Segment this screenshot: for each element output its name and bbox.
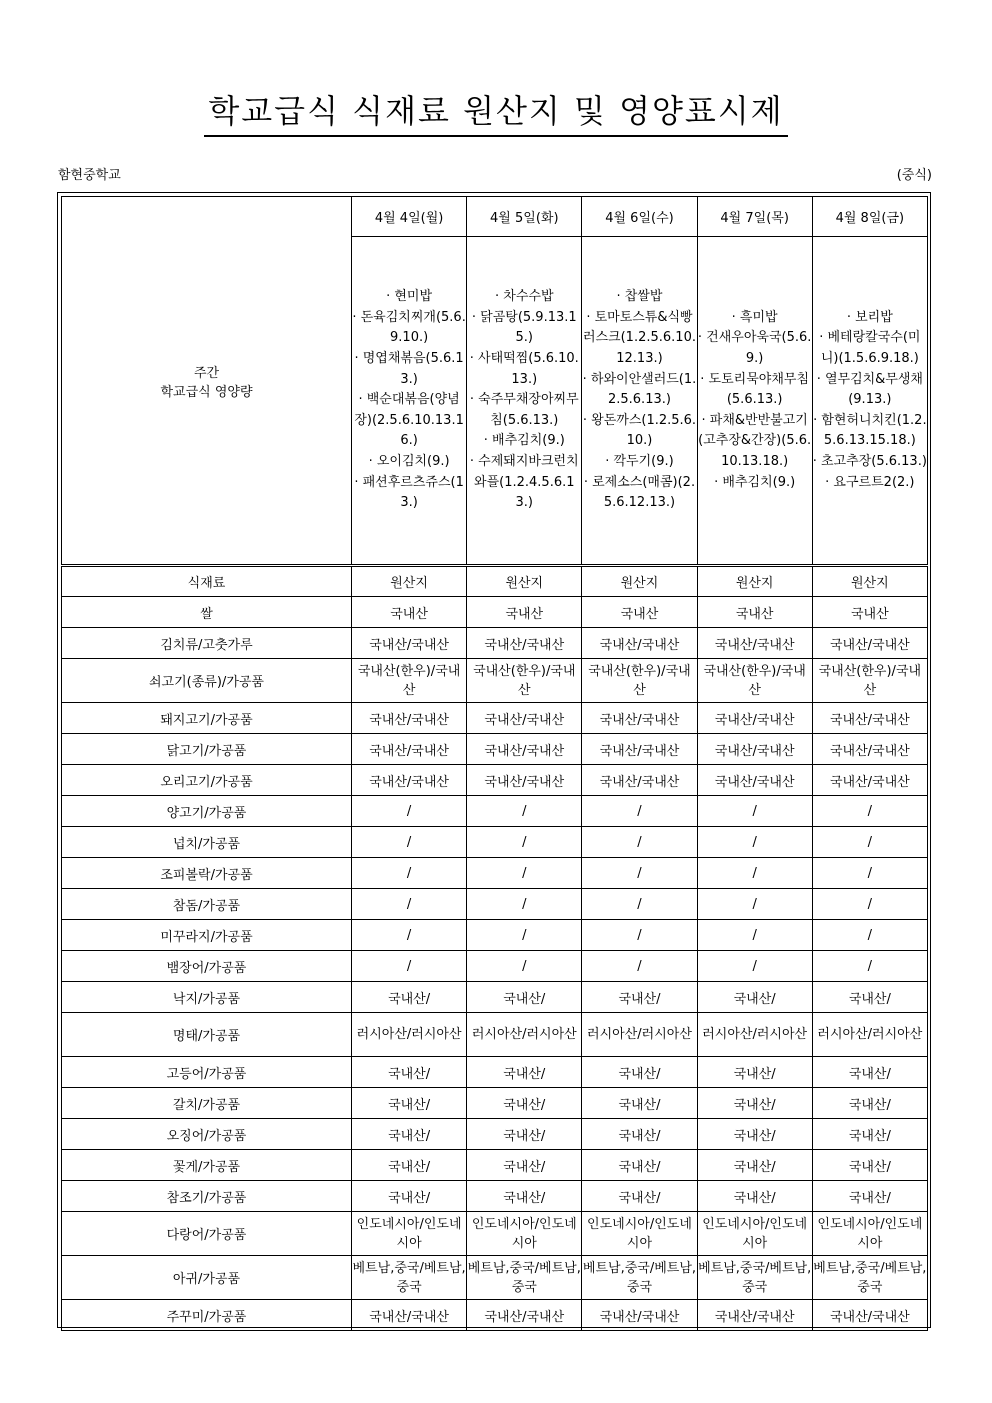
origin-value: /	[812, 889, 927, 920]
origin-value: /	[812, 951, 927, 982]
sheet-frame	[57, 192, 931, 1328]
ingredient-name: 다랑어/가공품	[62, 1212, 352, 1256]
origin-row	[62, 1013, 928, 1057]
origin-header-row	[62, 566, 928, 597]
origin-value: 국내산/국내산	[812, 734, 927, 765]
ingredient-name: 명태/가공품	[62, 1013, 352, 1057]
meal-type: (중식)	[896, 168, 932, 183]
page-title-wrap	[0, 86, 992, 137]
origin-value: /	[697, 951, 812, 982]
origin-value: /	[352, 827, 467, 858]
ingredient-name: 참돔/가공품	[62, 889, 352, 920]
origin-value: 국내산/	[467, 1088, 582, 1119]
menu-item: · 사태떡찜(5.6.10.13.)	[469, 351, 579, 387]
origin-value: 국내산	[697, 597, 812, 628]
day-header: 4월 6일(수)	[582, 197, 697, 237]
origin-value: 국내산/	[582, 982, 697, 1013]
origin-value: 국내산/국내산	[467, 734, 582, 765]
menu-item: · 배추김치(9.)	[483, 433, 565, 449]
ingredient-name: 오리고기/가공품	[62, 765, 352, 796]
origin-row	[62, 703, 928, 734]
origin-value: /	[352, 796, 467, 827]
origin-value: /	[467, 951, 582, 982]
day-header: 4월 7일(목)	[697, 197, 812, 237]
origin-row	[62, 827, 928, 858]
ingredient-name: 닭고기/가공품	[62, 734, 352, 765]
origin-value: /	[467, 796, 582, 827]
origin-value: 국내산/	[697, 982, 812, 1013]
origin-value: 국내산/국내산	[467, 1300, 582, 1331]
origin-row	[62, 951, 928, 982]
menu-item: · 토마토스튜&식빵러스크(1.2.5.6.10.12.13.)	[582, 309, 696, 367]
origin-value: /	[582, 858, 697, 889]
menu-item: · 숙주무채장아찌무침(5.6.13.)	[469, 392, 579, 428]
menu-item: · 초고추장(5.6.13.)	[812, 453, 927, 469]
origin-value: 러시아산/러시아산	[812, 1013, 927, 1057]
menu-item: · 요구르트2(2.)	[825, 474, 915, 490]
origin-value: 국내산/	[582, 1088, 697, 1119]
menu-item: · 열무김치&무생채(9.13.)	[816, 371, 923, 408]
origin-value: 베트남,중국/베트남,중국	[812, 1256, 927, 1300]
menu-item: · 함현허니치킨(1.2.5.6.13.15.18.)	[813, 412, 927, 449]
ingredient-name: 낙지/가공품	[62, 982, 352, 1013]
origin-row	[62, 1057, 928, 1088]
origin-value: /	[812, 796, 927, 827]
origin-value: 국내산/국내산	[352, 734, 467, 765]
menu-item: · 파채&반반불고기(고추장&간장)(5.6.10.13.18.)	[698, 412, 812, 469]
origin-value: 국내산/	[697, 1181, 812, 1212]
nutrition-label-line: 주간	[193, 365, 220, 381]
origin-value: 국내산/국내산	[697, 628, 812, 659]
nutrition-label-cell	[62, 197, 352, 566]
ingredient-name: 아귀/가공품	[62, 1256, 352, 1300]
origin-nutrition-table	[61, 196, 928, 1331]
ingredient-name: 참조기/가공품	[62, 1181, 352, 1212]
origin-value: 국내산	[812, 597, 927, 628]
day-header: 4월 5일(화)	[467, 197, 582, 237]
ingredient-name: 돼지고기/가공품	[62, 703, 352, 734]
origin-value: 국내산(한우)/국내산	[697, 659, 812, 703]
origin-value: 베트남,중국/베트남,중국	[467, 1256, 582, 1300]
origin-value: /	[582, 889, 697, 920]
menu-item: · 왕돈까스(1.2.5.6.10.)	[582, 412, 697, 449]
origin-value: 국내산/	[352, 1088, 467, 1119]
origin-value: 러시아산/러시아산	[352, 1013, 467, 1057]
origin-value: 국내산/	[352, 982, 467, 1013]
origin-value: 국내산/국내산	[582, 734, 697, 765]
menu-item: · 수제돼지바크런치와플(1.2.4.5.6.13.)	[469, 453, 579, 511]
origin-row	[62, 765, 928, 796]
origin-header: 원산지	[352, 566, 467, 597]
menu-item: · 돈육김치찌개(5.6.9.10.)	[352, 309, 466, 346]
origin-row	[62, 796, 928, 827]
origin-row	[62, 1256, 928, 1300]
origin-value: 국내산/국내산	[812, 628, 927, 659]
origin-value: 베트남,중국/베트남,중국	[352, 1256, 467, 1300]
origin-value: /	[467, 827, 582, 858]
ingredient-name: 뱀장어/가공품	[62, 951, 352, 982]
menu-item: · 백순대볶음(양념장)(2.5.6.10.13.16.)	[354, 392, 464, 449]
menu-item: · 로제소스(매콤)(2.5.6.12.13.)	[583, 474, 696, 511]
origin-value: 국내산/	[812, 1088, 927, 1119]
menu-item: · 차수수밥	[495, 289, 554, 305]
origin-value: 국내산/국내산	[352, 765, 467, 796]
origin-value: 국내산/국내산	[352, 628, 467, 659]
origin-value: 국내산(한우)/국내산	[812, 659, 927, 703]
menu-item: · 보리밥	[846, 309, 893, 325]
origin-value: 국내산/	[582, 1119, 697, 1150]
ingredient-name: 양고기/가공품	[62, 796, 352, 827]
ingredient-name: 주꾸미/가공품	[62, 1300, 352, 1331]
ingredient-name: 꽃게/가공품	[62, 1150, 352, 1181]
menu-item: · 도토리묵야채무침(5.6.13.)	[700, 371, 810, 408]
origin-value: 국내산/	[812, 1057, 927, 1088]
origin-value: 국내산(한우)/국내산	[582, 659, 697, 703]
origin-value: 국내산/	[582, 1150, 697, 1181]
origin-row	[62, 1150, 928, 1181]
origin-value: /	[467, 920, 582, 951]
menu-cell	[582, 237, 697, 566]
origin-value: /	[352, 920, 467, 951]
origin-value: 국내산/	[582, 1181, 697, 1212]
ingredient-name: 조피볼락/가공품	[62, 858, 352, 889]
origin-value: 인도네시아/인도네시아	[812, 1212, 927, 1256]
origin-row	[62, 597, 928, 628]
ingredient-name: 쇠고기(종류)/가공품	[62, 659, 352, 703]
menu-item: · 깍두기(9.)	[605, 453, 674, 469]
origin-value: 국내산/	[697, 1119, 812, 1150]
ingredient-name: 김치류/고춧가루	[62, 628, 352, 659]
origin-value: 국내산/국내산	[352, 1300, 467, 1331]
origin-value: 국내산/	[582, 1057, 697, 1088]
origin-value: 국내산/국내산	[467, 703, 582, 734]
origin-value: 국내산/	[697, 1057, 812, 1088]
origin-value: 국내산	[582, 597, 697, 628]
origin-value: 국내산/국내산	[812, 1300, 927, 1331]
origin-row	[62, 1119, 928, 1150]
origin-row	[62, 889, 928, 920]
origin-value: /	[697, 920, 812, 951]
ingredient-name: 오징어/가공품	[62, 1119, 352, 1150]
origin-value: 국내산/	[697, 1088, 812, 1119]
origin-value: 국내산/국내산	[812, 765, 927, 796]
origin-row	[62, 659, 928, 703]
menu-item: · 하와이안샐러드(1.2.5.6.13.)	[582, 371, 697, 408]
origin-value: /	[582, 920, 697, 951]
menu-cell	[352, 237, 467, 566]
origin-row	[62, 1300, 928, 1331]
origin-value: /	[467, 889, 582, 920]
origin-value: /	[697, 827, 812, 858]
ingredient-name: 갈치/가공품	[62, 1088, 352, 1119]
origin-value: 국내산/	[352, 1057, 467, 1088]
origin-value: 인도네시아/인도네시아	[582, 1212, 697, 1256]
origin-value: /	[352, 889, 467, 920]
menu-item: · 건새우아욱국(5.6.9.)	[697, 330, 812, 367]
origin-row	[62, 628, 928, 659]
origin-row	[62, 982, 928, 1013]
origin-row	[62, 1181, 928, 1212]
origin-value: 국내산/국내산	[582, 765, 697, 796]
origin-value: /	[582, 827, 697, 858]
origin-value: 인도네시아/인도네시아	[352, 1212, 467, 1256]
menu-cell	[467, 237, 582, 566]
origin-value: /	[697, 858, 812, 889]
ingredient-header: 식재료	[62, 566, 352, 597]
day-header: 4월 4일(월)	[352, 197, 467, 237]
day-header-row	[62, 197, 928, 237]
origin-value: 국내산/	[467, 982, 582, 1013]
origin-value: 국내산/	[697, 1150, 812, 1181]
origin-value: 국내산/국내산	[697, 765, 812, 796]
origin-value: 국내산/	[467, 1057, 582, 1088]
origin-value: 국내산/국내산	[467, 628, 582, 659]
origin-value: 국내산/	[467, 1150, 582, 1181]
origin-value: 국내산/국내산	[582, 628, 697, 659]
origin-value: /	[352, 858, 467, 889]
origin-value: 국내산/	[467, 1119, 582, 1150]
menu-cell	[812, 237, 927, 566]
day-header: 4월 8일(금)	[812, 197, 927, 237]
origin-value: 국내산/국내산	[697, 1300, 812, 1331]
origin-value: /	[467, 858, 582, 889]
origin-value: 국내산/국내산	[582, 703, 697, 734]
menu-item: · 현미밥	[386, 289, 433, 305]
ingredient-name: 넙치/가공품	[62, 827, 352, 858]
origin-value: 베트남,중국/베트남,중국	[582, 1256, 697, 1300]
menu-item: · 베테랑칼국수(미니)(1.5.6.9.18.)	[819, 330, 921, 367]
origin-value: 국내산/	[467, 1181, 582, 1212]
ingredient-name: 고등어/가공품	[62, 1057, 352, 1088]
origin-value: 인도네시아/인도네시아	[467, 1212, 582, 1256]
origin-value: 러시아산/러시아산	[697, 1013, 812, 1057]
page-title: 학교급식 식재료 원산지 및 영양표시제	[204, 86, 787, 137]
origin-row	[62, 1088, 928, 1119]
origin-row	[62, 1212, 928, 1256]
origin-value: 국내산	[352, 597, 467, 628]
nutrition-label-line: 학교급식 영양량	[160, 384, 253, 400]
origin-value: /	[697, 889, 812, 920]
origin-value: 국내산/국내산	[467, 765, 582, 796]
origin-value: 국내산/	[352, 1181, 467, 1212]
origin-header: 원산지	[467, 566, 582, 597]
origin-value: 국내산/	[812, 982, 927, 1013]
origin-value: 국내산	[467, 597, 582, 628]
origin-value: 국내산/국내산	[352, 703, 467, 734]
ingredient-name: 쌀	[62, 597, 352, 628]
origin-value: 국내산/국내산	[697, 703, 812, 734]
origin-value: /	[697, 796, 812, 827]
origin-header: 원산지	[812, 566, 927, 597]
origin-header: 원산지	[697, 566, 812, 597]
origin-value: /	[582, 951, 697, 982]
origin-value: 국내산/국내산	[812, 703, 927, 734]
origin-value: 국내산(한우)/국내산	[467, 659, 582, 703]
menu-item: · 명엽채볶음(5.6.13.)	[354, 351, 464, 387]
menu-item: · 패션후르츠쥬스(13.)	[354, 474, 464, 511]
origin-value: 베트남,중국/베트남,중국	[697, 1256, 812, 1300]
origin-value: 국내산/국내산	[697, 734, 812, 765]
menu-item: · 찹쌀밥	[616, 289, 663, 305]
origin-value: 국내산/	[352, 1119, 467, 1150]
origin-header: 원산지	[582, 566, 697, 597]
origin-row	[62, 920, 928, 951]
origin-value: 국내산/	[812, 1119, 927, 1150]
origin-value: /	[582, 796, 697, 827]
origin-value: 러시아산/러시아산	[582, 1013, 697, 1057]
ingredient-name: 미꾸라지/가공품	[62, 920, 352, 951]
origin-value: /	[812, 858, 927, 889]
origin-value: 국내산/	[812, 1150, 927, 1181]
origin-value: 인도네시아/인도네시아	[697, 1212, 812, 1256]
menu-item: · 배추김치(9.)	[714, 474, 796, 490]
origin-value: 국내산(한우)/국내산	[352, 659, 467, 703]
origin-value: /	[352, 951, 467, 982]
origin-value: 국내산/	[352, 1150, 467, 1181]
menu-cell	[697, 237, 812, 566]
menu-item: · 흑미밥	[731, 309, 778, 325]
origin-value: 국내산/	[812, 1181, 927, 1212]
origin-value: 국내산/국내산	[582, 1300, 697, 1331]
origin-value: /	[812, 827, 927, 858]
origin-value: 러시아산/러시아산	[467, 1013, 582, 1057]
menu-item: · 오이김치(9.)	[368, 453, 450, 469]
origin-row	[62, 734, 928, 765]
school-name: 함현중학교	[58, 168, 121, 183]
menu-item: · 닭곰탕(5.9.13.15.)	[471, 309, 577, 346]
origin-value: /	[812, 920, 927, 951]
origin-row	[62, 858, 928, 889]
